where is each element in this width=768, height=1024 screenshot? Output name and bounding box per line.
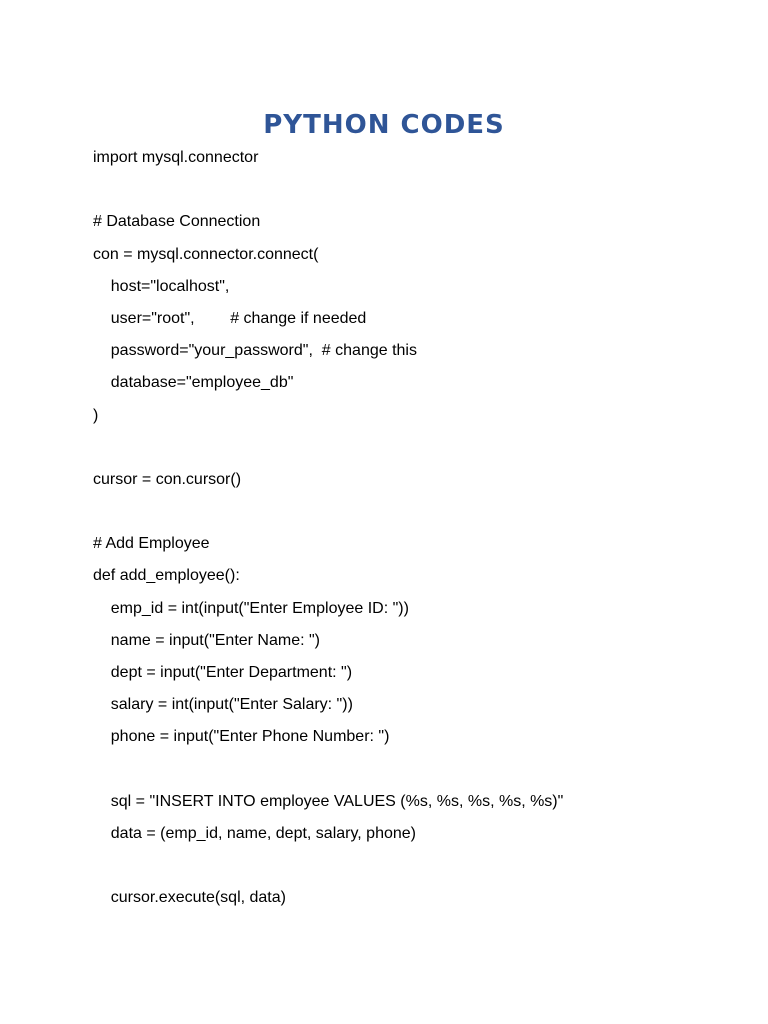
code-line: # Add Employee (93, 535, 210, 553)
code-line: def add_employee(): (93, 567, 240, 585)
code-line: con = mysql.connector.connect( (93, 245, 319, 263)
code-line (93, 496, 733, 528)
code-line: data = (emp_id, name, dept, salary, phone) (93, 824, 416, 842)
code-line: cursor.execute(sql, data) (93, 889, 286, 907)
code-line: phone = input("Enter Phone Number: ") (93, 728, 390, 746)
code-line: emp_id = int(input("Enter Employee ID: ")) (93, 599, 409, 617)
code-line: import mysql.connector (93, 149, 259, 166)
page-title: PYTHON CODES (263, 110, 505, 140)
code-line: dept = input("Enter Department: ") (93, 664, 353, 681)
code-line: database="employee_db" (93, 374, 294, 392)
code-line: salary = int(input("Enter Salary: ")) (93, 696, 353, 714)
code-line (93, 850, 733, 882)
code-line: sql = "INSERT INTO employee VALUES (%s, %s, %s, %s, %s)" (93, 792, 564, 810)
code-line (93, 754, 733, 786)
code-line: name = input("Enter Name: ") (93, 631, 321, 649)
code-line (93, 174, 733, 206)
code-line: cursor = con.cursor() (93, 470, 242, 488)
code-line: password="your_password", # change this (93, 342, 417, 360)
code-line: # Database Connection (93, 213, 261, 231)
code-line: user="root", # change if needed (93, 309, 367, 327)
code-line: host="localhost", (93, 277, 230, 295)
code-line: ) (93, 406, 99, 424)
code-line (93, 432, 733, 464)
code-block (93, 142, 733, 915)
